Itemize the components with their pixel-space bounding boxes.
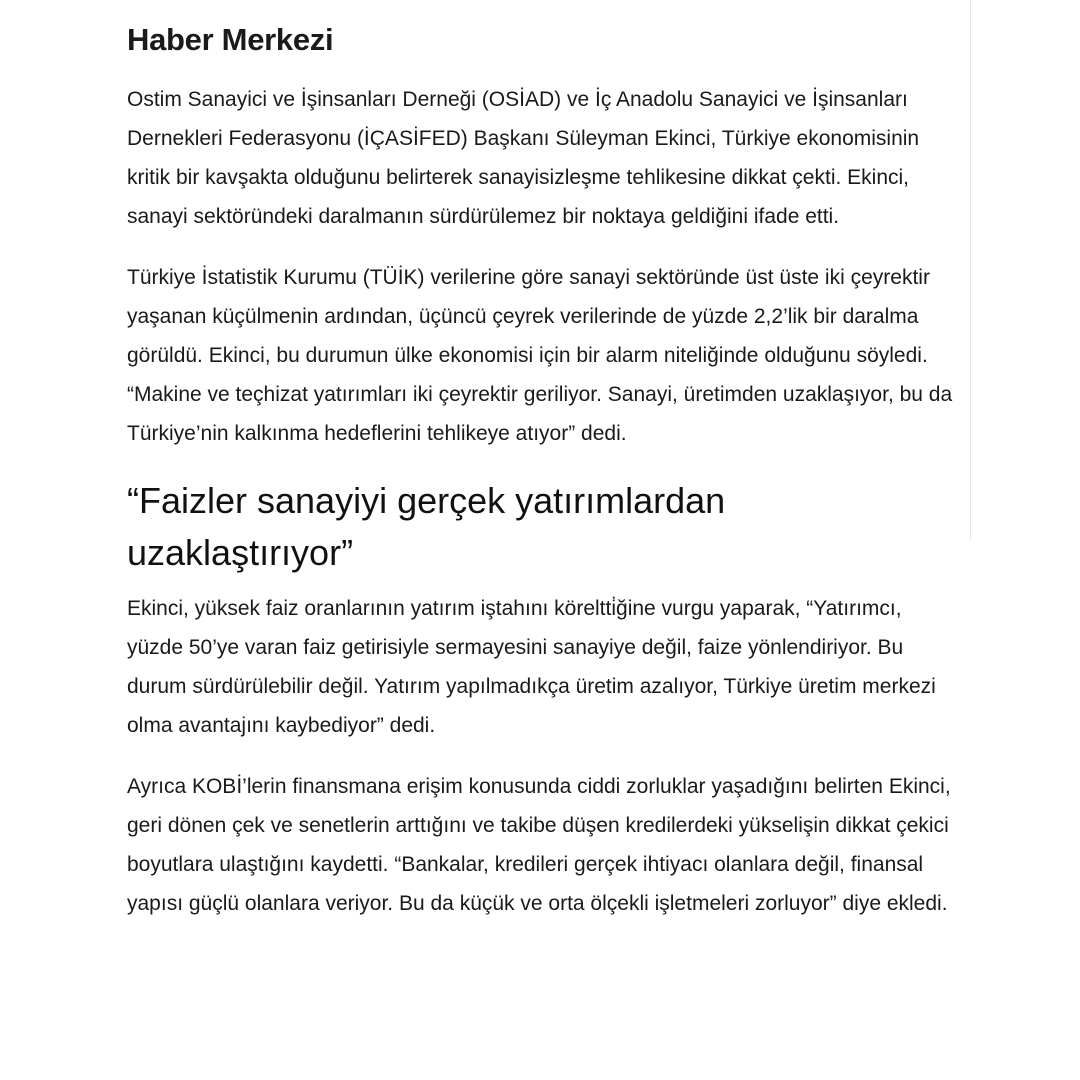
article-paragraph-2: Türkiye İstatistik Kurumu (TÜİK) verilerine göre sanayi sektöründe üst üste iki çeyrektir yaşanan küçülmenin ardından, üçüncü çeyrek verilerinde de yüzde 2,2’lik bir daralma görüldü. Ekinci, bu durumun ülke ekonomisi için bir alarm niteliğinde olduğunu söyledi. “Makine ve teçhizat yatırımları iki çeyrektir geriliyor. Sanayi, üretimden uzaklaşıyor, bu da Türkiye’nin kalkınma hedeflerini tehlikeye atıyor” dedi.	[127, 266, 953, 445]
article-source: Haber Merkezi	[127, 22, 334, 57]
article-subheading: “Faizler sanayiyi gerçek yatırımlardan uzaklaştırıyor”	[127, 480, 726, 573]
article-paragraph-4: Ayrıca KOBİ’lerin finansmana erişim konusunda ciddi zorluklar yaşadığını belirten Ekinci, geri dönen çek ve senetlerin arttığını ve takibe düşen kredilerdeki yükselişin dikkat çekici boyutlara ulaştığını kaydetti. “Bankalar, kredileri gerçek ihtiyacı olanlara değil, finansal yapısı güçlü olanlara veriyor. Bu da küçük ve orta ölçekli işletmeleri zorluyor” diye ekledi.	[127, 775, 951, 915]
sidebar-divider	[970, 0, 971, 540]
news-article	[127, 18, 957, 945]
article-paragraph-1: Ostim Sanayici ve İşinsanları Derneği (OSİAD) ve İç Anadolu Sanayici ve İşinsanları Dernekleri Federasyonu (İÇASİFED) Başkanı Süleyman Ekinci, Türkiye ekonomisinin kritik bir kavşakta olduğunu belirterek sanayisizleşme tehlikesine dikkat çekti. Ekinci, sanayi sektöründeki daralmanın sürdürülemez bir noktaya geldiğini ifade etti.	[127, 88, 920, 228]
article-paragraph-3: Ekinci, yüksek faiz oranlarının yatırım iştahını köreltti̇ğine vurgu yaparak, “Yatırımcı, yüzde 50’ye varan faiz getirisiyle sermayesini sanayiye değil, faize yönlendiriyor. Bu durum sürdürülebilir değil. Yatırım yapılmadıkça üretim azalıyor, Türkiye üretim merkezi olma avantajını kaybediyor” dedi.	[127, 597, 936, 737]
